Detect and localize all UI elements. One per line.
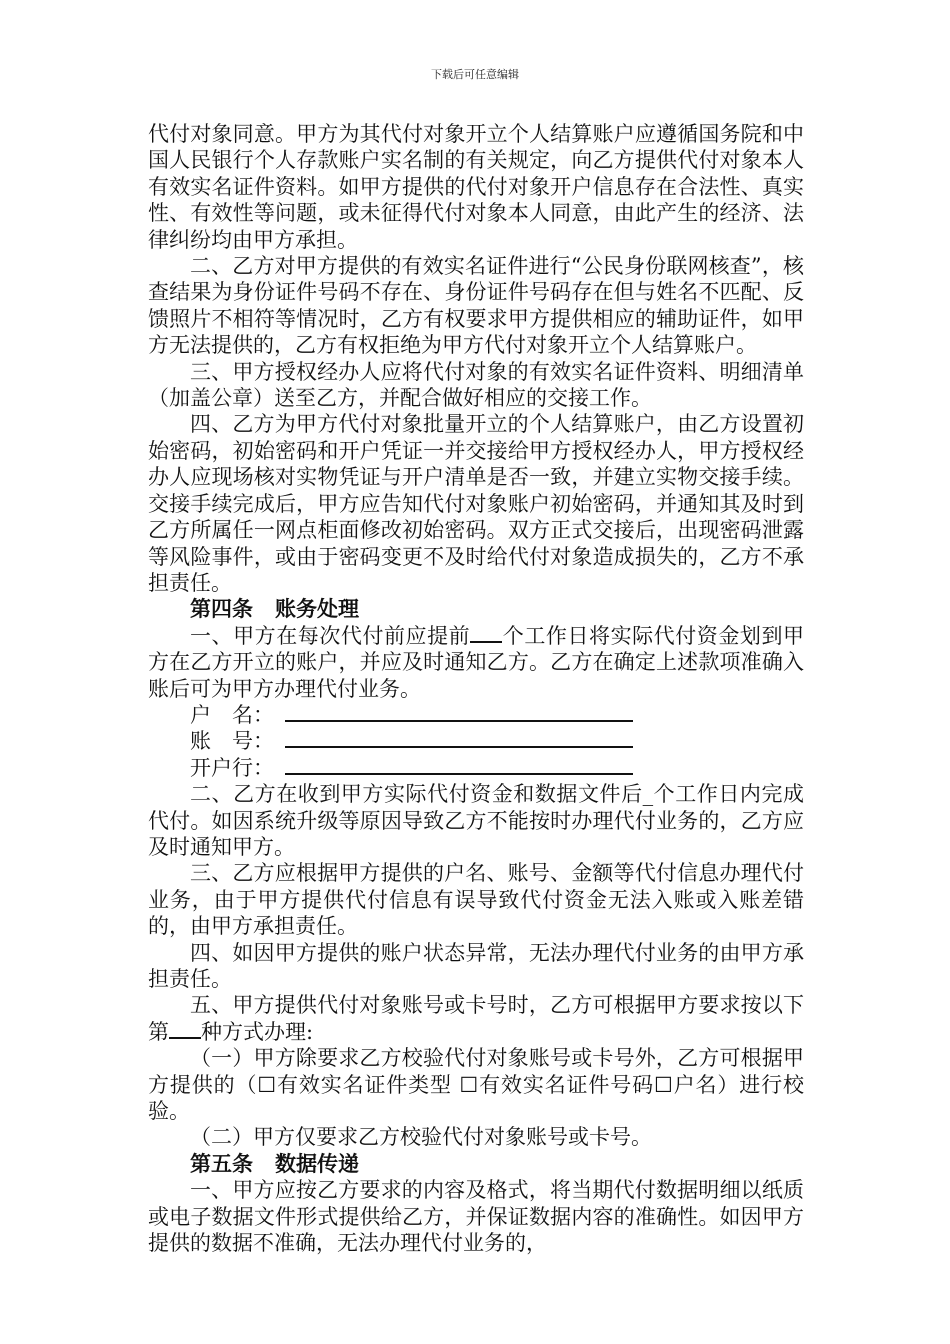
paragraph: （一）甲方除要求乙方校验代付对象账号或卡号外，乙方可根据甲方提供的（☐有效实名证件类型 ☐有效实名证件号码☐户名）进行校验。 bbox=[148, 1046, 804, 1124]
article-title: 账务处理 bbox=[275, 597, 359, 622]
section-heading-article-4 bbox=[148, 596, 804, 622]
paragraph: 三、甲方授权经办人应将代付对象的有效实名证件资料、明细清单（加盖公章）送至乙方，并配合做好相应的交接工作。 bbox=[148, 359, 804, 411]
account-number-field bbox=[148, 728, 804, 754]
paragraph: 一、甲方在每次代付前应提前 个工作日将实际代付资金划到甲方在乙方开立的账户，并应及时通知乙方。乙方在确定上述款项准确入账后可为甲方办理代付业务。 bbox=[148, 623, 805, 701]
blank-underline bbox=[169, 1019, 201, 1039]
article-title: 数据传递 bbox=[275, 1151, 359, 1176]
field-label: 开户行： bbox=[190, 755, 274, 780]
paragraph: 二、乙方在收到甲方实际代付资金和数据文件后_个工作日内完成代付。如因系统升级等原因导致乙方不能按时办理代付业务的，乙方应及时通知甲方。 bbox=[148, 782, 804, 859]
paragraph: 四、乙方为甲方代付对象批量开立的个人结算账户，由乙方设置初始密码，初始密码和开户凭证一并交接给甲方授权经办人，甲方授权经办人应现场核对实物凭证与开户清单是否一致，并建立实物交接手续。交接手续完成后，甲方应告知代付对象账户初始密码，并通知其及时到乙方所属任一网点柜面修改初始密码。双方正式交接后，出现密码泄露等风险事件，或由于密码变更不及时给代付对象造成损失的，乙方不承担责任。 bbox=[148, 412, 804, 595]
article-number: 第五条 bbox=[190, 1151, 253, 1176]
paragraph: 四、如因甲方提供的账户状态异常，无法办理代付业务的由甲方承担责任。 bbox=[148, 940, 804, 991]
paragraph: 二、乙方对甲方提供的有效实名证件进行“公民身份联网核查”，核查结果为身份证件号码不存在、身份证件号码存在但与姓名不匹配、反馈照片不相符等情况时，乙方有权要求甲方提供相应的辅助证件，如甲方无法提供的，乙方有权拒绝为甲方代付对象开立个人结算账户。 bbox=[148, 254, 804, 358]
paragraph: 代付对象同意。甲方为其代付对象开立个人结算账户应遵循国务院和中国人民银行个人存款账户实名制的有关规定，向乙方提供代付对象本人有效实名证件资料。如甲方提供的代付对象开户信息存在合法性、真实性、有效性等问题，或未征得代付对象本人同意，由此产生的经济、法律纠纷均由甲方承担。 bbox=[148, 122, 804, 252]
paragraph: 一、甲方应按乙方要求的内容及格式，将当期代付数据明细以纸质或电子数据文件形式提供给乙方，并保证数据内容的准确性。如因甲方提供的数据不准确，无法办理代付业务的， bbox=[148, 1178, 804, 1256]
account-name-field bbox=[148, 702, 804, 728]
fill-in-line bbox=[285, 755, 633, 775]
bank-field bbox=[148, 755, 804, 781]
paragraph: （二）甲方仅要求乙方校验代付对象账号或卡号。 bbox=[190, 1125, 652, 1150]
blank-underline bbox=[470, 623, 502, 643]
fill-in-line bbox=[285, 702, 633, 722]
paragraph: 五、甲方提供代付对象账号或卡号时，乙方可根据甲方要求按以下第 种方式办理: bbox=[148, 993, 804, 1044]
fill-in-line bbox=[285, 728, 633, 748]
section-heading-article-5 bbox=[148, 1151, 804, 1177]
page-header: 下载后可任意编辑 bbox=[431, 68, 519, 81]
field-label: 账 号： bbox=[190, 729, 274, 754]
field-label: 户 名： bbox=[190, 702, 274, 727]
document-body bbox=[148, 121, 804, 1256]
article-number: 第四条 bbox=[190, 597, 253, 622]
paragraph: 三、乙方应根据甲方提供的户名、账号、金额等代付信息办理代付业务，由于甲方提供代付信息有误导致代付资金无法入账或入账差错的，由甲方承担责任。 bbox=[148, 861, 804, 939]
